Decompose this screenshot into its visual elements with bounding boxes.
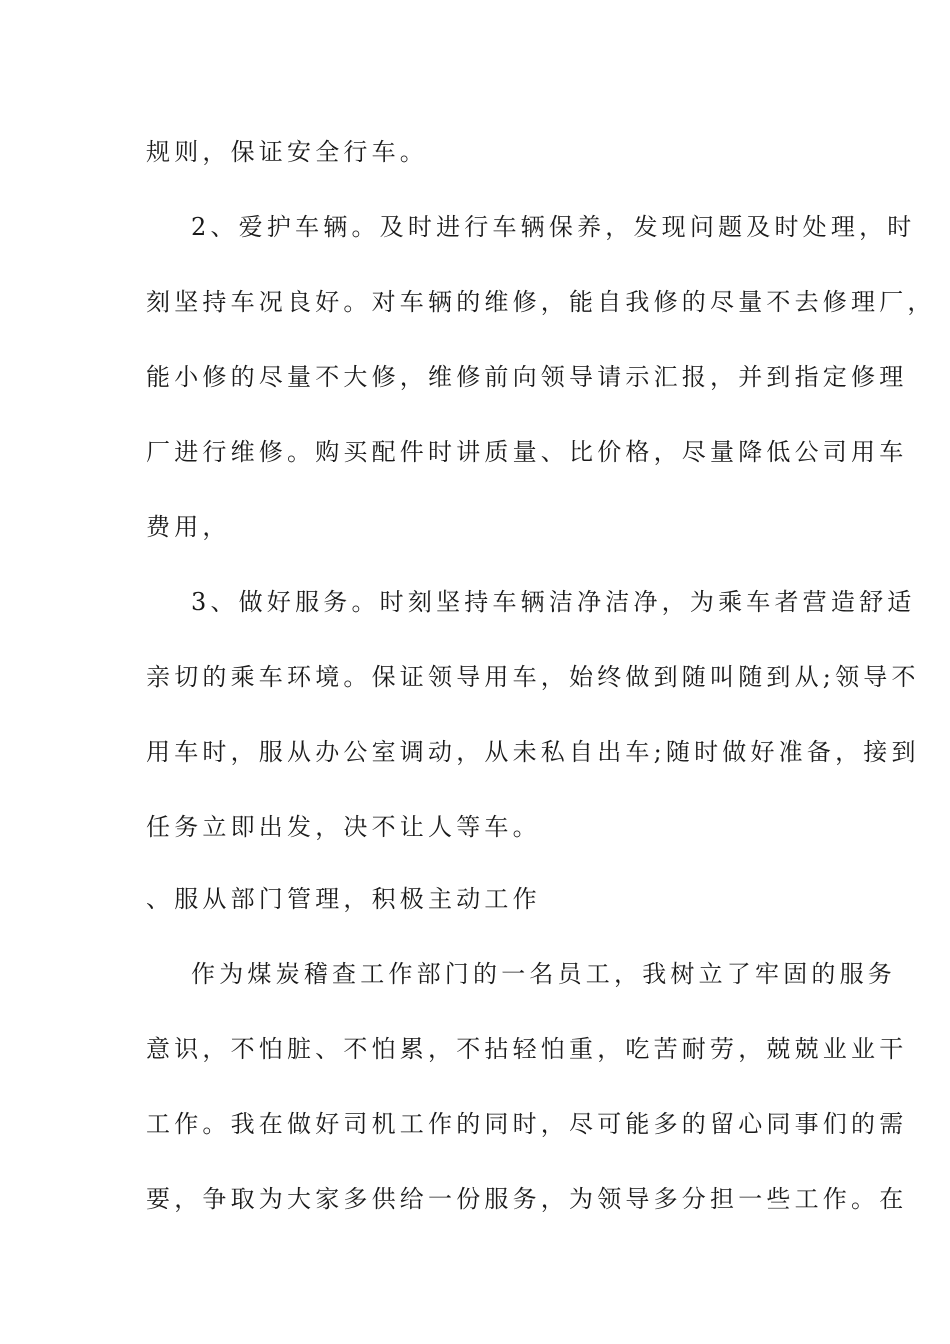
text-line-12: 作为煤炭稽查工作部门的一名员工，我树立了牢固的服务 <box>191 960 896 988</box>
text-line-1: 规则，保证安全行车。 <box>146 138 428 166</box>
text-line-15: 要，争取为大家多供给一份服务，为领导多分担一些工作。在 <box>146 1185 908 1213</box>
text-line-6: 费用， <box>146 513 231 541</box>
text-line-3: 刻坚持车况良好。对车辆的维修，能自我修的尽量不去修理厂， <box>146 288 936 316</box>
text-line-5: 厂进行维修。购买配件时讲质量、比价格，尽量降低公司用车 <box>146 438 908 466</box>
text-line-14: 工作。我在做好司机工作的同时，尽可能多的留心同事们的需 <box>146 1110 908 1138</box>
text-line-2: 2、爱护车辆。及时进行车辆保养，发现问题及时处理，时 <box>191 213 916 241</box>
text-line-13: 意识，不怕脏、不怕累，不拈轻怕重，吃苦耐劳，兢兢业业干 <box>146 1035 908 1063</box>
text-line-7: 3、做好服务。时刻坚持车辆洁净洁净，为乘车者营造舒适 <box>191 588 916 616</box>
section-heading: 、服从部门管理，积极主动工作 <box>146 885 541 913</box>
text-line-8: 亲切的乘车环境。保证领导用车，始终做到随叫随到从;领导不 <box>146 663 920 691</box>
text-line-10: 任务立即出发，决不让人等车。 <box>146 813 541 841</box>
text-line-9: 用车时，服从办公室调动，从未私自出车;随时做好准备，接到 <box>146 738 920 766</box>
text-line-4: 能小修的尽量不大修，维修前向领导请示汇报，并到指定修理 <box>146 363 908 391</box>
